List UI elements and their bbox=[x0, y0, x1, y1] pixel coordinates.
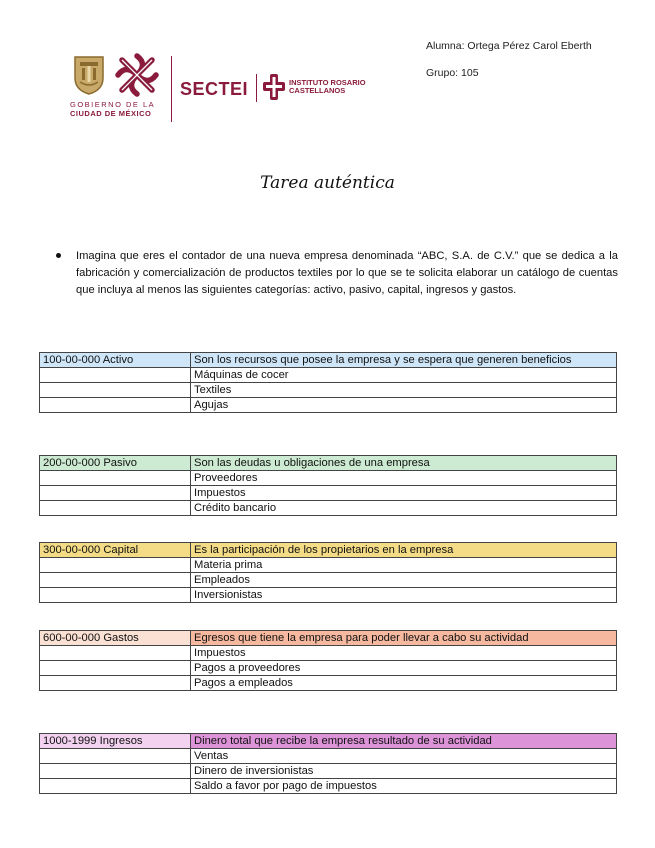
account-code: 300-00-000 Capital bbox=[40, 543, 191, 558]
table-row bbox=[40, 543, 617, 558]
account-item: Impuestos bbox=[191, 486, 617, 501]
empty-cell bbox=[40, 383, 191, 398]
table-row bbox=[40, 573, 617, 588]
account-item: Textiles bbox=[191, 383, 617, 398]
account-item: Materia prima bbox=[191, 558, 617, 573]
empty-cell bbox=[40, 646, 191, 661]
table-row bbox=[40, 486, 617, 501]
empty-cell bbox=[40, 588, 191, 603]
account-item: Pagos a proveedores bbox=[191, 661, 617, 676]
empty-cell bbox=[40, 573, 191, 588]
account-item: Crédito bancario bbox=[191, 501, 617, 516]
table-row bbox=[40, 353, 617, 368]
bullet-icon bbox=[56, 253, 61, 258]
table-row bbox=[40, 631, 617, 646]
table-row bbox=[40, 646, 617, 661]
group-label: Grupo: 105 bbox=[426, 67, 479, 79]
table-row bbox=[40, 456, 617, 471]
empty-cell bbox=[40, 486, 191, 501]
account-item: Agujas bbox=[191, 398, 617, 413]
account-table-pasivo bbox=[39, 455, 617, 516]
table-row bbox=[40, 676, 617, 691]
account-item: Máquinas de cocer bbox=[191, 368, 617, 383]
header-divider bbox=[256, 74, 257, 102]
table-row bbox=[40, 764, 617, 779]
table-row bbox=[40, 588, 617, 603]
account-table-gastos bbox=[39, 630, 617, 691]
table-row bbox=[40, 501, 617, 516]
page-title: Tarea auténtica bbox=[260, 173, 395, 193]
table-row bbox=[40, 558, 617, 573]
header-logos bbox=[70, 50, 400, 126]
gobierno-wordmark: GOBIERNO DE LA CIUDAD DE MÉXICO bbox=[70, 100, 156, 118]
account-item: Ventas bbox=[191, 749, 617, 764]
account-table-capital bbox=[39, 542, 617, 603]
account-table-activo bbox=[39, 352, 617, 413]
account-definition: Son las deudas u obligaciones de una empresa bbox=[191, 456, 617, 471]
table-row bbox=[40, 734, 617, 749]
account-item: Saldo a favor por pago de impuestos bbox=[191, 779, 617, 794]
account-code: 200-00-000 Pasivo bbox=[40, 456, 191, 471]
instructions-text: Imagina que eres el contador de una nueva empresa denominada “ABC, S.A. de C.V.” que se dedica a la fabricación y comercialización de productos textiles por lo que se te solicita elaborar un catálogo de cuentas que incluya al menos las siguientes categorías: activo, pasivo, capital, ingresos y gastos. bbox=[76, 250, 618, 296]
empty-cell bbox=[40, 398, 191, 413]
table-row bbox=[40, 471, 617, 486]
sectei-wordmark: SECTEI bbox=[180, 79, 249, 99]
student-name: Alumna: Ortega Pérez Carol Eberth bbox=[426, 40, 592, 52]
table-row bbox=[40, 368, 617, 383]
cdmx-knot-icon bbox=[114, 52, 160, 98]
account-item: Pagos a empleados bbox=[191, 676, 617, 691]
empty-cell bbox=[40, 661, 191, 676]
account-item: Dinero de inversionistas bbox=[191, 764, 617, 779]
account-definition: Son los recursos que posee la empresa y se espera que generen beneficios bbox=[191, 353, 617, 368]
empty-cell bbox=[40, 764, 191, 779]
table-row bbox=[40, 779, 617, 794]
empty-cell bbox=[40, 749, 191, 764]
account-code: 1000-1999 Ingresos bbox=[40, 734, 191, 749]
account-item: Impuestos bbox=[191, 646, 617, 661]
account-item: Proveedores bbox=[191, 471, 617, 486]
account-definition: Es la participación de los propietarios en la empresa bbox=[191, 543, 617, 558]
header-divider bbox=[171, 56, 172, 122]
account-table-ingresos bbox=[39, 733, 617, 794]
account-item: Inversionistas bbox=[191, 588, 617, 603]
empty-cell bbox=[40, 676, 191, 691]
empty-cell bbox=[40, 501, 191, 516]
account-definition: Dinero total que recibe la empresa resultado de su actividad bbox=[191, 734, 617, 749]
institute-wordmark: INSTITUTO ROSARIO CASTELLANOS bbox=[289, 78, 366, 95]
empty-cell bbox=[40, 368, 191, 383]
empty-cell bbox=[40, 779, 191, 794]
coat-of-arms-icon bbox=[72, 54, 106, 96]
account-definition: Egresos que tiene la empresa para poder llevar a cabo su actividad bbox=[191, 631, 617, 646]
institute-cross-icon bbox=[263, 74, 285, 100]
account-item: Empleados bbox=[191, 573, 617, 588]
instructions-bullet bbox=[56, 248, 618, 299]
account-code: 100-00-000 Activo bbox=[40, 353, 191, 368]
table-row bbox=[40, 749, 617, 764]
table-row bbox=[40, 661, 617, 676]
table-row bbox=[40, 383, 617, 398]
table-row bbox=[40, 398, 617, 413]
account-code: 600-00-000 Gastos bbox=[40, 631, 191, 646]
empty-cell bbox=[40, 471, 191, 486]
empty-cell bbox=[40, 558, 191, 573]
